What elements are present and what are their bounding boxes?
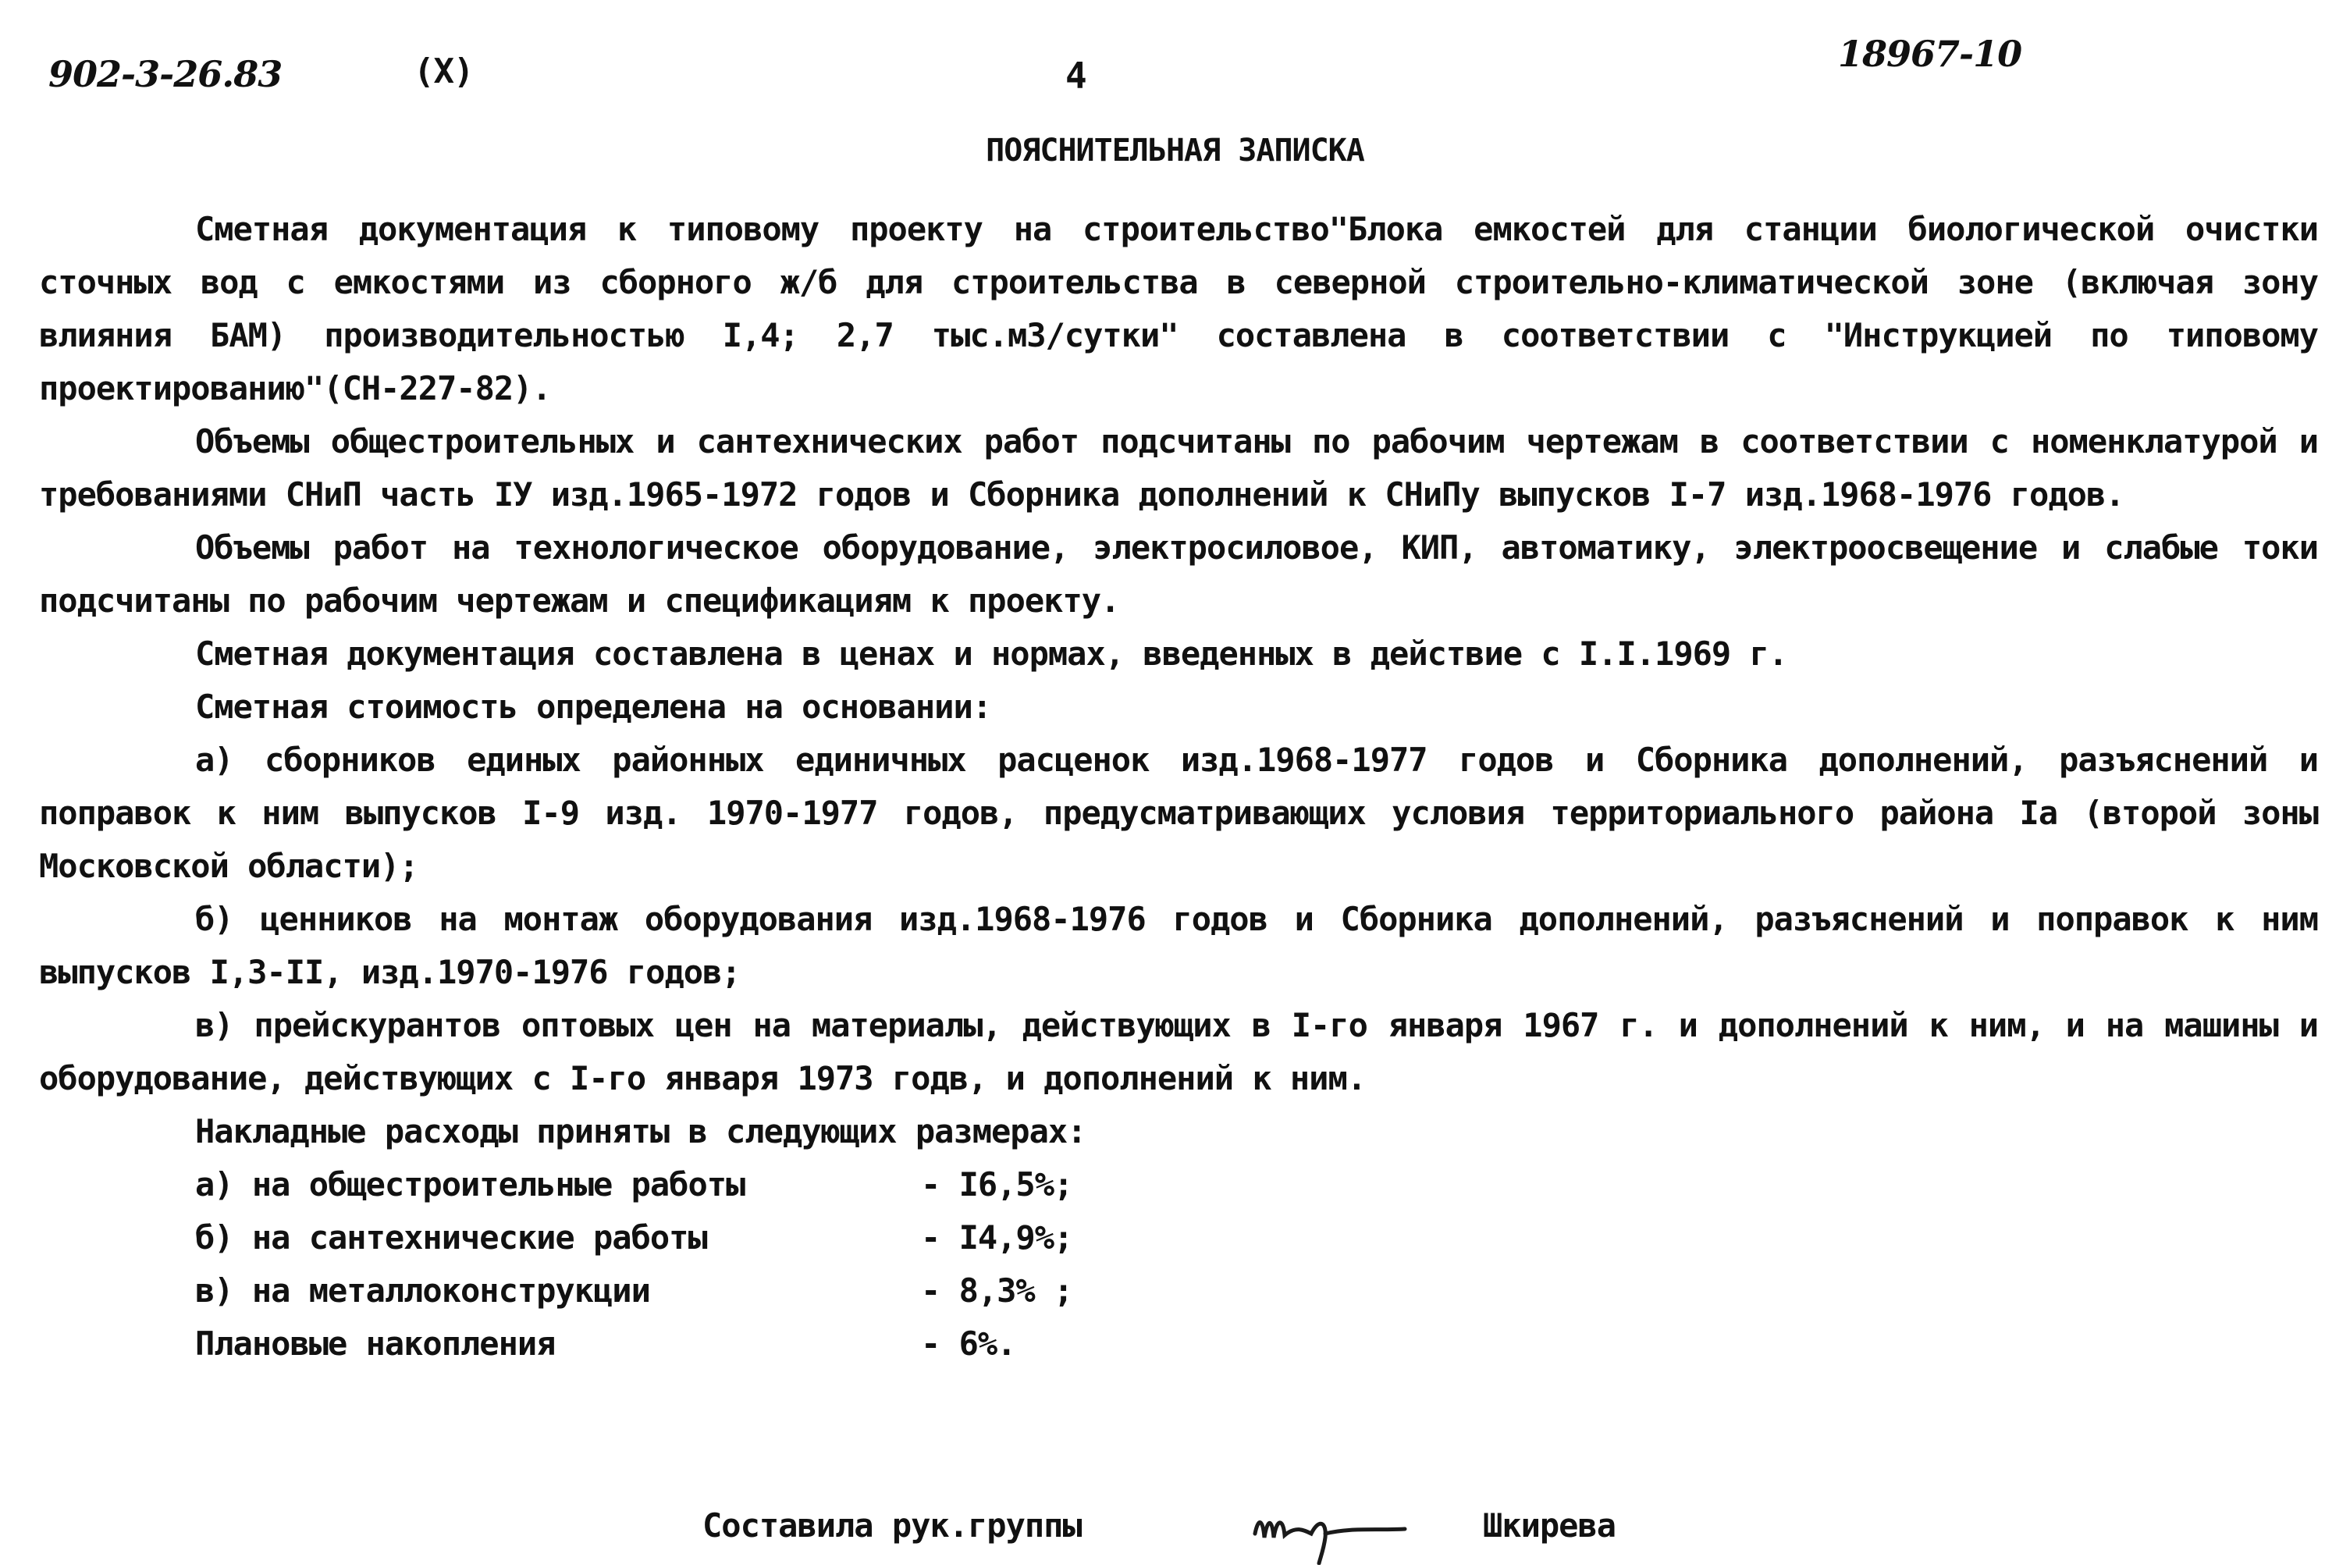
paragraph-basis-c: в) прейскурантов оптовых цен на материалы, действующих в I-го января 1967 г. и дополнений к ним, и на машины и оборудование, действующих с I-го января 1973 годв, и дополнений к ним. bbox=[39, 1006, 2318, 1097]
paragraph-prices: Сметная документация составлена в ценах и нормах, введенных в действие с I.I.1969 г. bbox=[195, 635, 1788, 673]
rate-label: Плановые накопления bbox=[195, 1324, 556, 1363]
rate-row bbox=[39, 1158, 2318, 1211]
paragraph-basis-b: б) ценников на монтаж оборудования изд.1968-1976 годов и Сборника дополнений, разъяснений и поправок к ним выпусков I,3-II, изд.1970-1976 годов; bbox=[39, 900, 2318, 991]
rate-value: - I6,5%; bbox=[921, 1165, 1073, 1204]
page-number: 4 bbox=[1065, 55, 1086, 97]
signer-name: Шкирева bbox=[1483, 1506, 1616, 1545]
paragraph-basis-a: а) сборников единых районных единичных расценок изд.1968-1977 годов и Сборника дополнений, разъяснений и поправок к ним выпусков I-9 изд. 1970-1977 годов, предусматривающих условия территориального района Iа (второй зоны Московской области); bbox=[39, 741, 2318, 885]
document-code: 902-3-26.83 bbox=[48, 53, 283, 95]
document-mark: (X) bbox=[414, 52, 474, 91]
paragraph-overheads: Накладные расходы приняты в следующих размерах: bbox=[195, 1112, 1086, 1150]
rate-label: б) на сантехнические работы bbox=[195, 1218, 707, 1257]
paragraph-intro: Сметная документация к типовому проекту на строительство"Блока емкостей для станции биологической очистки сточных вод с емкостями из сборного ж/б для строительства в северной строительно-климатической зоне (включая зону влияния БАМ) производительностью I,4; 2,7 тыс.м3/сутки" составлена в соответствии с "Инструкцией по типовому проектированию"(СН-227-82). bbox=[39, 210, 2318, 407]
overhead-rates-list bbox=[39, 1158, 2318, 1371]
rate-row bbox=[39, 1264, 2318, 1317]
paragraph-cost-basis: Сметная стоимость определена на основании: bbox=[195, 688, 992, 726]
handwritten-signature bbox=[1249, 1495, 1420, 1565]
rate-value: - 8,3% ; bbox=[921, 1271, 1073, 1310]
document-body bbox=[39, 203, 2318, 1371]
page-title: ПОЯСНИТЕЛЬНАЯ ЗАПИСКА bbox=[986, 133, 1364, 169]
rate-row bbox=[39, 1317, 2318, 1371]
signature-line bbox=[702, 1506, 1616, 1545]
rate-value: - 6%. bbox=[921, 1324, 1016, 1363]
rate-label: а) на общестроительные работы bbox=[195, 1165, 745, 1204]
paragraph-volumes-equipment: Объемы работ на технологическое оборудование, электросиловое, КИП, автоматику, электроосвещение и слабые токи подсчитаны по рабочим чертежам и спецификациям к проекту. bbox=[39, 528, 2318, 620]
inventory-number: 18967-10 bbox=[1838, 33, 2022, 75]
rate-label: в) на металлоконструкции bbox=[195, 1271, 650, 1310]
signature-prefix: Составила рук.группы bbox=[702, 1506, 1082, 1545]
paragraph-volumes-construction: Объемы общестроительных и сантехнических работ подсчитаны по рабочим чертежам в соответствии с номенклатурой и требованиями СНиП часть IУ изд.1965-1972 годов и Сборника дополнений к СНиПу выпусков I-7 изд.1968-1976 годов. bbox=[39, 422, 2318, 514]
rate-row bbox=[39, 1211, 2318, 1264]
rate-value: - I4,9%; bbox=[921, 1218, 1073, 1257]
